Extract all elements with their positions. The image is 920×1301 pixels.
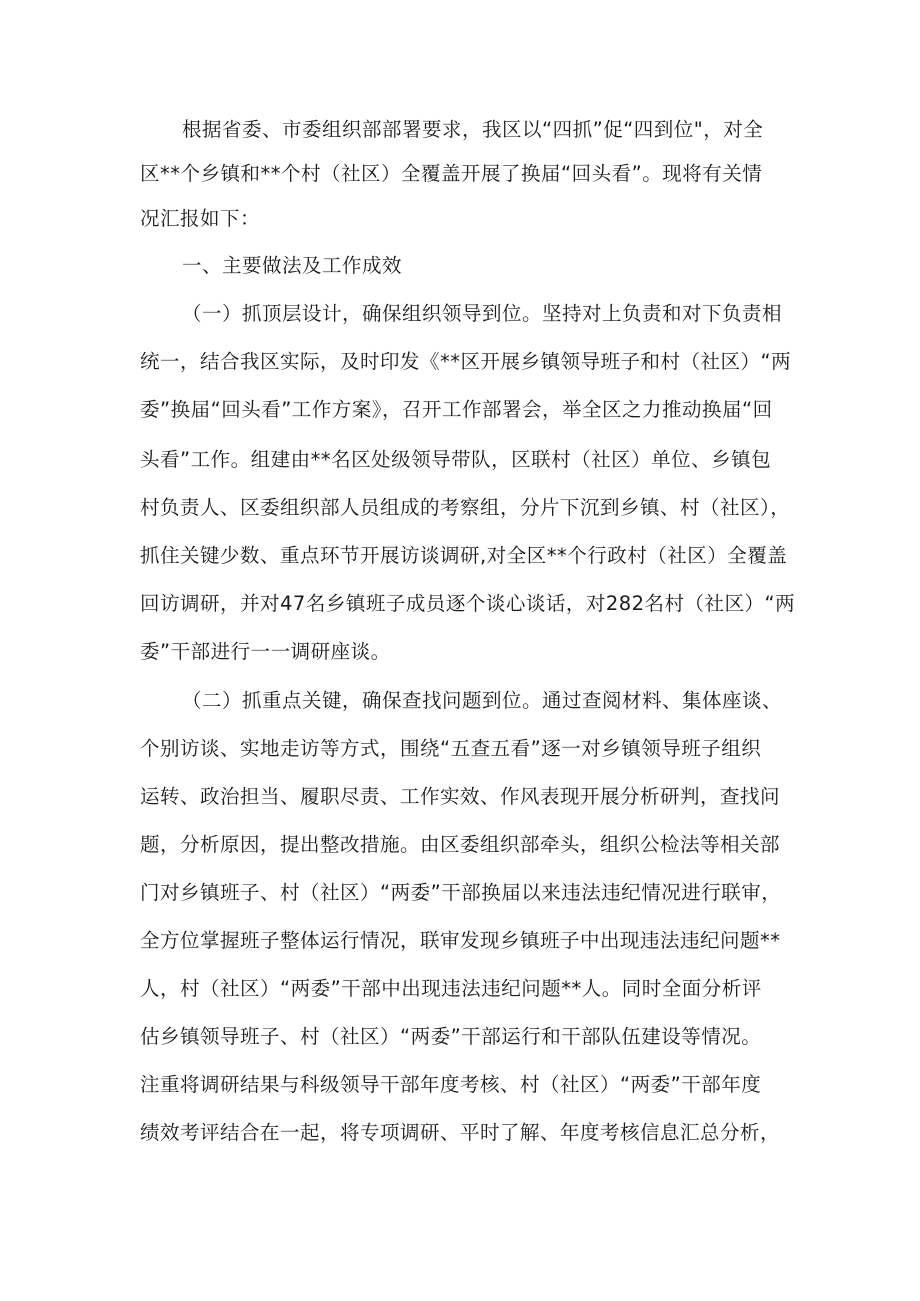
text-line: 人，村（社区）“两委”干部中出现违法违纪问题**人。同时全面分析评 bbox=[140, 977, 762, 1000]
text-line: 统一，结合我区实际，及时印发《**区开展乡镇领导班子和村（社区）“两 bbox=[140, 350, 792, 373]
text-line: 个别访谈、实地走访等方式，围绕“五查五看”逐一对乡镇领导班子组织 bbox=[140, 737, 762, 760]
text-line: 抓住关键少数、重点环节开展访谈调研,对全区**个行政村（社区）全覆盖 bbox=[140, 544, 788, 567]
text-line: 根据省委、市委组织部部署要求，我区以“四抓”促“四到位"，对全 bbox=[182, 118, 764, 141]
text-line: 运转、政治担当、履职尽责、工作实效、作风表现开展分析研判，查找问 bbox=[140, 785, 781, 808]
text-line: （二）抓重点关键，确保查找问题到位。通过查阅材料、集体座谈、 bbox=[182, 689, 783, 712]
text-line: 全方位掌握班子整体运行情况，联审发现乡镇班子中出现违法违纪问题** bbox=[140, 929, 781, 952]
text-line: 绩效考评结合在一起，将专项调研、平时了解、年度考核信息汇总分析， bbox=[140, 1121, 781, 1144]
section-heading: 一、主要做法及工作成效 bbox=[182, 254, 403, 277]
text-line: 区**个乡镇和**个村（社区）全覆盖开展了换届“回头看”。现将有关情 bbox=[140, 162, 763, 185]
text-line: 估乡镇领导班子、村（社区）“两委”干部运行和干部队伍建设等情况。 bbox=[140, 1025, 762, 1048]
text-line: 村负责人、区委组织部人员组成的考察组，分片下沉到乡镇、村（社区）， bbox=[140, 496, 791, 519]
text-line: （一）抓顶层设计，确保组织领导到位。坚持对上负责和对下负责相 bbox=[182, 302, 783, 325]
text-line: 委”换届“回头看”工作方案》，召开工作部署会，举全区之力推动换届“回 bbox=[140, 398, 773, 421]
text-line: 委”干部进行一一调研座谈。 bbox=[140, 640, 391, 663]
text-line: 头看”工作。组建由**名区处级领导带队，区联村（社区）单位、乡镇包 bbox=[140, 448, 772, 471]
text-line: 况汇报如下： bbox=[140, 207, 261, 230]
text-line: 门对乡镇班子、村（社区）“两委”干部换届以来违法违纪情况进行联审， bbox=[140, 881, 782, 904]
text-line: 题，分析原因，提出整改措施。由区委组织部牵头，组织公检法等相关部 bbox=[140, 833, 781, 856]
text-line: 回访调研，并对47名乡镇班子成员逐个谈心谈话，对282名村（社区）“两 bbox=[140, 592, 796, 615]
text-line: 注重将调研结果与科级领导干部年度考核、村（社区）“两委”干部年度 bbox=[140, 1073, 762, 1096]
